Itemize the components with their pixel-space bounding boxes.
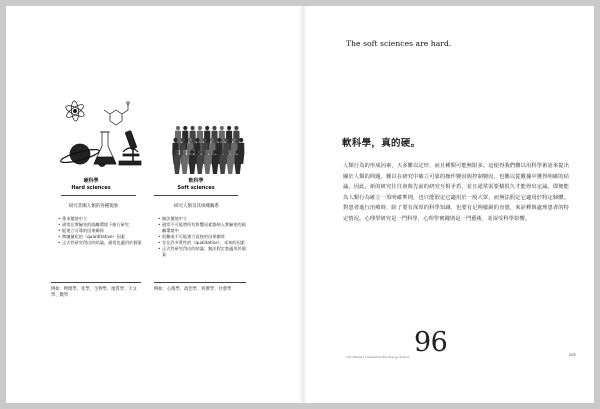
soft-title-en: Soft sciences [177,185,215,191]
soft-bullet-list [158,216,246,258]
flask-icon [94,132,116,164]
molecule-icon [104,102,129,125]
body-paragraph: 人類行為的形成因素，大多難以定形，而且種類可能無限多。這使得我們難以用科學術語來提出關於人類的問題，難以在研究中確立可靠的操作變因與控制變因，也難以從數據中獲得明確的結論。因此，新的研究往往會與先前的研究互相矛盾，並且通常需要積很久才能得出定論。即便能為人類行為確立一項明確準則，也只能假定它適用於一般大眾，而無法假定它適用於特定個體。對患者進行治療時，除了要有深厚的科學知識，也要有足夠敏銳的直覺，來詮釋與處理患者的特定情況。心理學研究是一門科學，心理學實踐則是一門藝術，並深受科學影響。 [343,163,569,222]
illustration [6,6,300,186]
hard-title-en: Hard sciences [71,185,111,191]
list-item: • 專求價值中立 [58,216,148,222]
list-item: • 很難或不可能建立直接的因果關係 [158,234,246,240]
page-number: 205 [569,353,576,357]
soft-sciences-title [166,178,226,192]
divider [154,282,246,283]
list-item: • 通常不可能將所有影響因素都納入實驗室的隔離環境中 [158,222,246,234]
hard-sciences-title [61,178,121,192]
book-spread [6,6,594,403]
epigraph: The soft sciences are hard. [346,39,452,48]
page-heading: 軟科學，真的硬。 [342,138,421,149]
atom-icon [64,101,85,122]
list-item: • 無法價值中立 [158,216,246,222]
divider [61,195,136,196]
list-item: • 能建立可靠的因果關係 [58,228,148,234]
list-item: • 稍嫌量化的（quantitative）因素 [58,234,148,240]
soft-subtitle: 研究人類及其組織關系 [174,204,219,209]
soft-examples: 例如：心理學、政治學、經濟學、社會學 [154,287,232,292]
microscope-icon [119,131,141,165]
left-page [6,6,300,403]
divider [154,195,238,196]
soft-title-zh: 軟科學 [188,178,204,184]
divider [51,282,141,283]
list-item: • 正式性研究得出的結論，無法假定套適用於個案 [158,246,246,258]
hard-examples: 例如：物理學、化學、生物學、地質學、天文學、數學 [51,287,137,299]
running-footer-title: 101 Things I Learned in Psychology School [346,355,410,359]
hard-sciences-illustration [60,101,141,167]
lesson-number: 96 [414,327,448,358]
soft-sciences-illustration [172,126,244,174]
hard-bullet-list [58,216,148,246]
right-page [306,6,594,403]
hard-subtitle: 研究非關人類的各種現象 [68,204,119,209]
list-item: • 存在許多質性的（qualitative）、未知的因素 [158,240,246,246]
hard-title-zh: 硬科學 [83,178,99,184]
list-item: • 正式性研究得出的結論，通常也適用於個案 [58,240,148,246]
list-item: • 通常在實驗室的隔離環境下進行研究 [58,222,148,228]
